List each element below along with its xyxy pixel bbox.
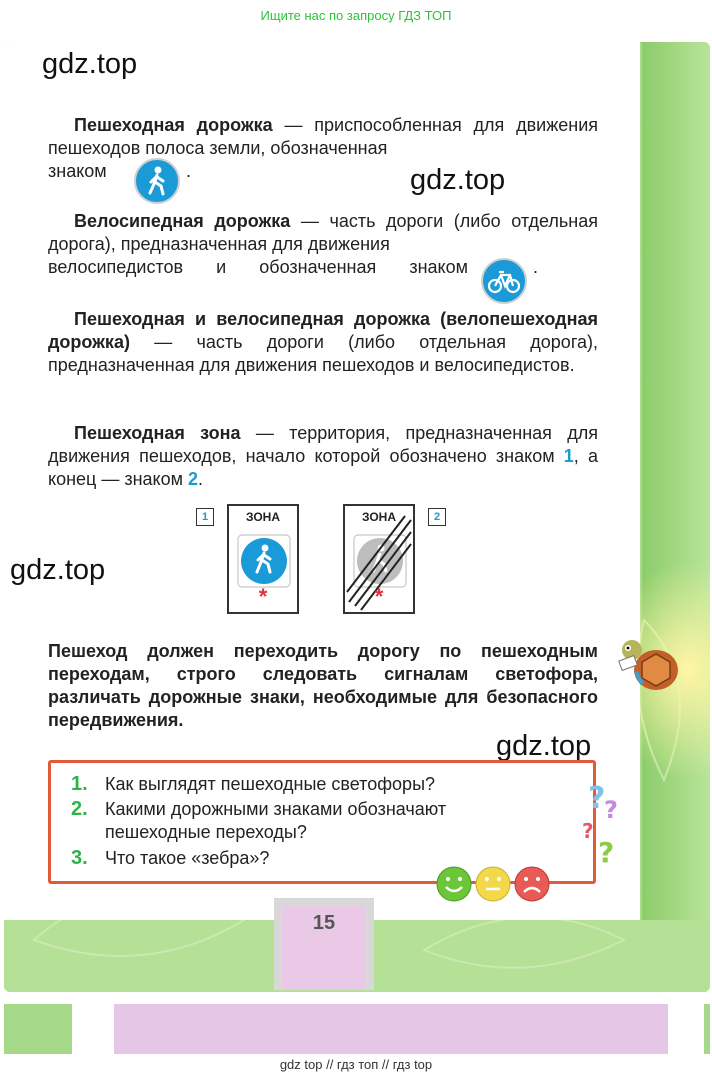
pedestrian-zone-end-sign	[343, 504, 415, 614]
definition-shared-path	[48, 308, 598, 377]
punct: .	[533, 257, 539, 277]
page-number: 15	[312, 912, 336, 934]
next-page-margin	[668, 1004, 704, 1054]
sad-face-icon	[515, 867, 549, 901]
next-page-preview	[114, 1004, 668, 1054]
question-1	[71, 773, 435, 796]
question-marks-icon	[580, 778, 628, 870]
definition-footpath-tail	[48, 160, 128, 183]
neutral-face-icon	[476, 867, 510, 901]
question-number: 2.	[71, 798, 88, 820]
definition-bikepath	[48, 210, 598, 256]
pedestrian-sign-icon	[134, 158, 180, 204]
star-mark: *	[374, 584, 384, 609]
zone-label: ЗОНА	[361, 510, 397, 524]
question-3	[71, 847, 269, 870]
punct: .	[198, 469, 204, 489]
question-number: 1.	[71, 773, 88, 795]
definition-footpath	[48, 114, 598, 160]
turtle-mascot-icon	[614, 628, 682, 698]
definition-text: — часть дороги (либо отдельная дорога), предназначенная для движения	[48, 211, 598, 254]
watermark: gdz.top	[410, 164, 506, 196]
term: Велосипедная дорожка	[74, 211, 291, 231]
top-banner[interactable]	[0, 0, 712, 34]
zone-label: ЗОНА	[245, 510, 281, 524]
footer-links[interactable]: gdz top // гдз топ // гдз top	[0, 1054, 712, 1082]
definition-text: — территория, предназначенная для движения пешеходов, начало которой обозначено знаком	[48, 423, 598, 466]
safety-rule: Пешеход должен переходить дорогу по пешеходным переходам, строго следовать сигналам светофора, различать дорожные знаки, необходимые для безопасного передвижения.	[48, 641, 598, 730]
question-text: Какими дорожными знаками обозначают	[105, 799, 447, 819]
punct: .	[186, 161, 192, 181]
svg-text:?: ?	[582, 819, 594, 843]
svg-text:?: ?	[598, 836, 615, 869]
bicycle-sign-icon	[481, 258, 527, 304]
definition-text: , а конец — знаком	[48, 446, 598, 489]
definition-text: — часть дороги (либо отдельная дорога), предназначенная для движения пешеходов и велосипедистов.	[48, 332, 598, 375]
sign-ref-2: 2	[188, 469, 199, 489]
top-banner-text[interactable]: Ищите нас по запросу ГДЗ ТОП	[260, 8, 452, 23]
definition-pedestrian-zone	[48, 422, 598, 491]
happy-face-icon	[437, 867, 471, 901]
definition-text: — приспособленная для движения пешеходов полоса земли, обозначенная	[48, 115, 599, 158]
question-text: Как выглядят пешеходные светофоры?	[105, 774, 436, 794]
pedestrian-sign-icon	[237, 534, 291, 588]
term: Пешеходная и велосипедная дорожка (велопешеходная дорожка)	[48, 309, 598, 352]
mood-faces	[436, 864, 552, 904]
next-page-margin	[72, 1004, 114, 1054]
question-2	[71, 798, 446, 821]
question-text: пешеходные переходы?	[105, 822, 307, 842]
question-text: Что такое «зебра»?	[105, 848, 270, 868]
svg-text:?: ?	[588, 781, 606, 816]
watermark: gdz.top	[10, 554, 106, 586]
definition-bikepath-tail: велосипедистов и обозначенная знаком	[48, 257, 468, 277]
svg-text:?: ?	[604, 796, 618, 824]
term: Пешеходная зона	[74, 423, 241, 443]
watermark: gdz.top	[496, 730, 592, 762]
pedestrian-zone-start-sign	[227, 504, 299, 614]
sign-ref-1: 1	[563, 446, 574, 466]
watermark: gdz.top	[42, 48, 138, 80]
sign-number-2: 2	[428, 508, 446, 526]
question-number: 3.	[71, 847, 88, 869]
question-2-cont	[71, 822, 307, 843]
term: Пешеходная дорожка	[74, 115, 273, 135]
sign-number-1: 1	[196, 508, 214, 526]
star-mark: *	[258, 584, 268, 609]
definition-text: знаком	[48, 161, 107, 181]
